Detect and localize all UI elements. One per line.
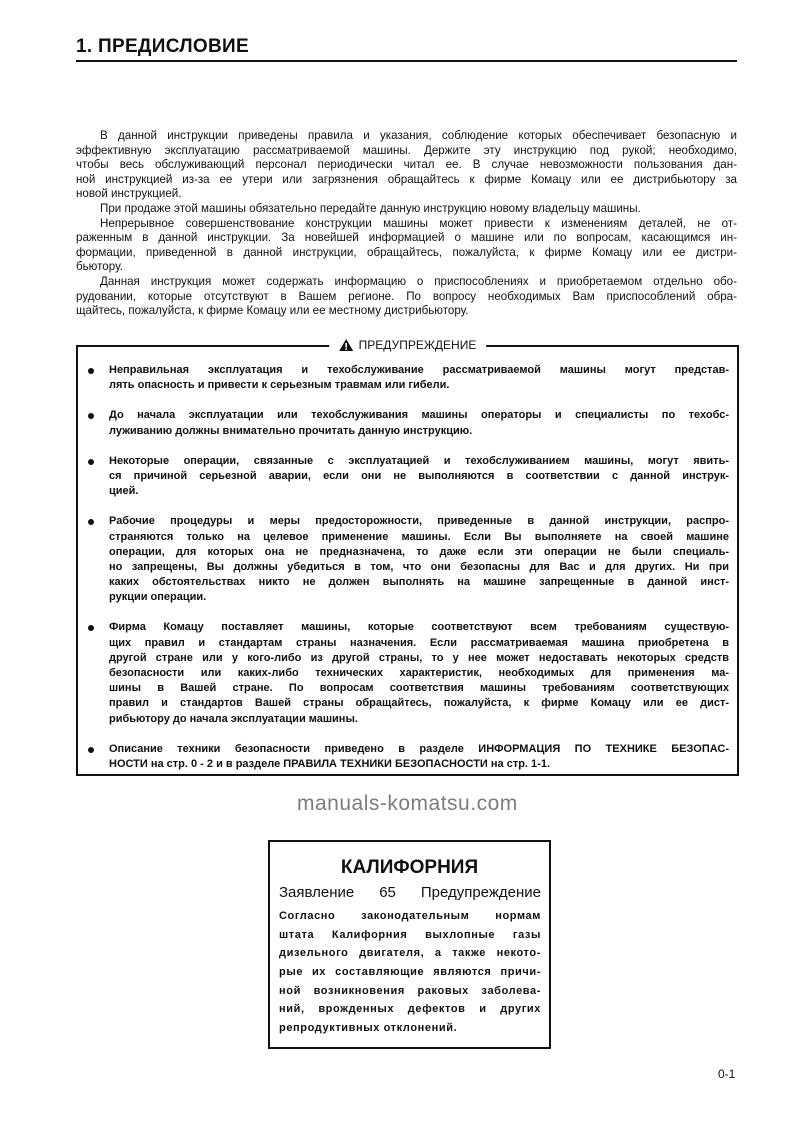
text-line: луживанию должны внимательно прочитать данную инструкцию. bbox=[109, 424, 473, 437]
text-line: страняются только на целевое применение машины. Если Вы выполняете на своей машине bbox=[109, 530, 729, 543]
watermark: manuals-komatsu.com bbox=[297, 792, 518, 815]
text-line: Согласно законодательным нормам bbox=[279, 910, 541, 922]
text-line: НОСТИ на стр. 0 - 2 и в разделе ПРАВИЛА ТЕХНИКИ БЕЗОПАСНОСТИ на стр. 1-1. bbox=[109, 757, 550, 770]
text-line: ний, врожденных дефектов и других bbox=[279, 1003, 541, 1016]
text-line: формации, приведенной в данной инструкции, обращайтесь, пожалуйста, к фирме Комацу или ее дистри- bbox=[76, 245, 737, 259]
warning-item bbox=[88, 620, 729, 726]
text-line: ной инструкцией из-за ее утери или загрязнения обращайтесь к фирме Комацу или ее дистрибьютору за bbox=[76, 172, 737, 186]
warning-item bbox=[88, 363, 729, 393]
text-line: При продаже этой машины обязательно передайте данную инструкцию новому владельцу машины. bbox=[100, 201, 641, 215]
intro-text bbox=[76, 129, 737, 319]
text-line: ся причиной серьезной аварии, если они не выполняются в соответствии с данной инструк- bbox=[109, 469, 729, 482]
text-line: новой инструкцией. bbox=[76, 187, 182, 201]
text-line: штата Калифорния выхлопные газы bbox=[279, 928, 541, 941]
warning-item bbox=[88, 408, 729, 438]
warning-triangle-icon bbox=[339, 339, 353, 351]
bullet-icon bbox=[88, 413, 94, 419]
warning-item bbox=[88, 514, 729, 605]
text-line: безопасности или каких-либо технических характеристик, необходимых для применения ма- bbox=[109, 667, 729, 679]
text-line: цией. bbox=[109, 485, 139, 498]
text-line: Описание техники безопасности приведено в разделе ИНФОРМАЦИЯ ПО ТЕХНИКЕ БЕЗОПАС- bbox=[109, 742, 729, 755]
text-line: но запрещены, Вы должны убедиться в том, что они безопасны для Вас и для других. Ни при bbox=[109, 560, 729, 573]
text-line: операции, для которых она не предназначена, то даже если эти операции не были специаль- bbox=[109, 545, 729, 558]
california-body bbox=[279, 907, 541, 1038]
warning-item bbox=[88, 454, 729, 500]
text-line: правил и стандартов Вашей страны обращайтесь, пожалуйста, к фирме Комацу или ее дист- bbox=[109, 697, 729, 710]
text-line: Данная инструкция может содержать информацию о приспособлениях и приобретаемом отдельно обо- bbox=[100, 274, 737, 288]
text-line: шины в Вашей стране. По вопросам соответствия машины требованиям соответствующих bbox=[109, 682, 729, 695]
text-line: Фирма Комацу поставляет машины, которые соответствуют всем требованиям существую- bbox=[109, 621, 729, 634]
bullet-icon bbox=[88, 747, 94, 753]
bullet-icon bbox=[88, 519, 94, 525]
text-line: рые их составляющие являются причи- bbox=[279, 966, 541, 979]
text-line: щих правил и стандартам страны назначения. Если рассматриваемая машина приобретена в bbox=[109, 636, 729, 649]
text-line: дизельного двигателя, а также некото- bbox=[279, 947, 541, 960]
text-line: лять опасность и привести к серьезным травмам или гибели. bbox=[109, 379, 450, 392]
bullet-icon bbox=[88, 368, 94, 374]
text-line: Неправильная эксплуатация и техобслуживание рассматриваемой машины могут представ- bbox=[109, 364, 729, 376]
california-notice-box bbox=[268, 840, 551, 1049]
text-line: Некоторые операции, связанные с эксплуатацией и техобслуживанием машины, могут явить- bbox=[109, 454, 729, 467]
bullet-icon bbox=[88, 625, 94, 631]
california-title: КАЛИФОРНИЯ bbox=[340, 857, 479, 878]
text-line: рудовании, которые отсутствуют в Вашем регионе. По вопросу необходимых Вам приспособлений обра- bbox=[76, 289, 737, 303]
text-line: репродуктивных отклонений. bbox=[279, 1022, 458, 1035]
text-line: бьютору. bbox=[76, 260, 123, 274]
warning-heading bbox=[329, 338, 487, 352]
warning-list bbox=[88, 363, 729, 787]
bullet-icon bbox=[88, 459, 94, 465]
page-number: 0-1 bbox=[718, 1067, 736, 1081]
text-line: Непрерывное совершенствование конструкции машины может привести к изменениям деталей, не от- bbox=[100, 216, 737, 230]
warning-heading-text: ПРЕДУПРЕЖДЕНИЕ bbox=[358, 338, 477, 352]
title-underline bbox=[76, 60, 737, 62]
text-line: В данной инструкции приведены правила и указания, соблюдение которых обеспечивает безопасную и bbox=[100, 129, 737, 142]
text-line: раженным в данной инструкции. За новейшей информацией о машине или по вопросам, касающимся ин- bbox=[76, 231, 737, 245]
text-line: До начала эксплуатации или техобслуживания машины операторы и специалисты по техобс- bbox=[109, 409, 729, 422]
section-title: 1. ПРЕДИСЛОВИЕ bbox=[76, 36, 249, 57]
warning-item bbox=[88, 742, 729, 772]
california-subtitle: Заявление 65 Предупреждение bbox=[279, 884, 541, 901]
text-line: рибьютору до начала эксплуатации машины. bbox=[109, 712, 358, 725]
warning-box bbox=[76, 338, 739, 776]
text-line: каких обстоятельствах никто не должен выполнять на машине запрещенные в данной инст- bbox=[109, 576, 729, 589]
text-line: чтобы весь обслуживающий персонал периодически читал ее. В случае невозможности пользования дан- bbox=[76, 158, 737, 172]
text-line: другой стране или у кого-либо из другой страны, то у нее может недоставать некоторых средств bbox=[109, 651, 729, 664]
text-line: ной возникновения раковых заболева- bbox=[279, 984, 541, 997]
text-line: рукции операции. bbox=[109, 591, 207, 604]
text-line: Рабочие процедуры и меры предосторожности, приведенные в данной инструкции, распро- bbox=[109, 515, 729, 528]
text-line: щайтесь, пожалуйста, к фирме Комацу или ее местному дистрибьютору. bbox=[76, 304, 469, 318]
text-line: эффективную эксплуатацию рассматриваемой машины. Держите эту инструкцию под рукой; необходимо, bbox=[76, 143, 737, 157]
